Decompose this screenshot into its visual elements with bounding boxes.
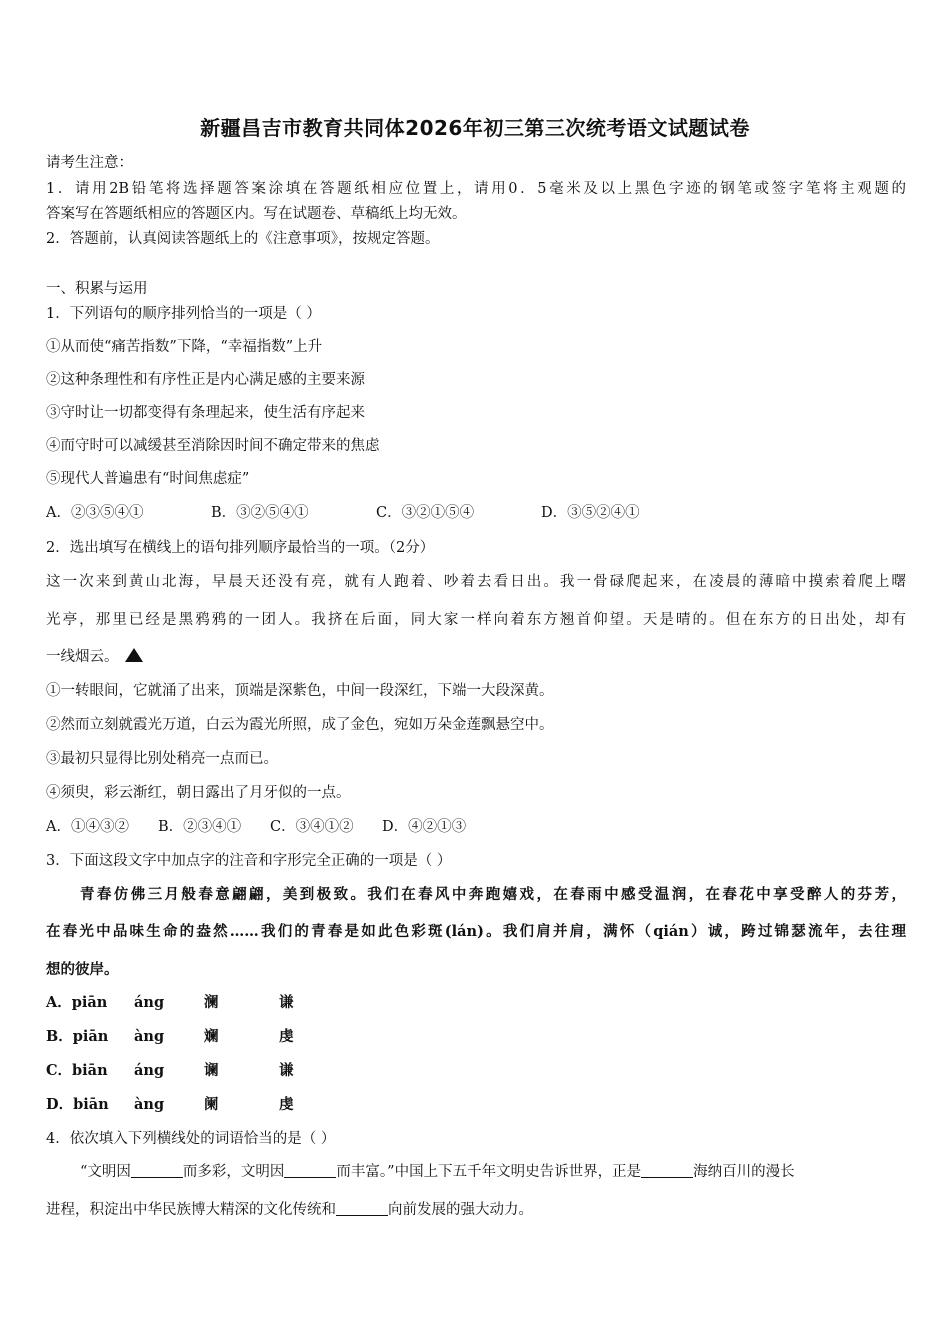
option-pinyin-1: C．biān bbox=[46, 1062, 108, 1079]
triangle-blank-marker-icon bbox=[125, 648, 143, 662]
option-c[interactable]: C．③②①⑤④ bbox=[376, 505, 475, 521]
question-1-stem: 1．下列语句的顺序排列恰当的一项是（ ） bbox=[46, 306, 321, 322]
question-4-stem: 4．依次填入下列横线处的词语恰当的是（ ） bbox=[46, 1131, 336, 1147]
option-pinyin-2: àng bbox=[134, 1028, 165, 1045]
option-b[interactable]: B．②③④① bbox=[158, 819, 242, 835]
passage-segment: 向前发展的强大动力。 bbox=[388, 1202, 533, 1218]
option-char-2: 虔 bbox=[279, 1096, 294, 1113]
option-char-1: 谰 bbox=[204, 1062, 219, 1079]
option-char-1: 斓 bbox=[204, 1028, 219, 1045]
fill-blank[interactable] bbox=[641, 1163, 693, 1178]
question-3-passage-line: 想的彼岸。 bbox=[46, 961, 119, 978]
option-char-2: 谦 bbox=[279, 1062, 294, 1079]
question-2-sentence: ②然而立刻就霞光万道，白云为霞光所照，成了金色，宛如万朵金莲飘悬空中。 bbox=[46, 717, 554, 733]
option-pinyin-2: áng bbox=[134, 1062, 165, 1079]
passage-segment: 进程，积淀出中华民族博大精深的文化传统和 bbox=[46, 1202, 336, 1218]
passage-segment: 而丰富。”中国上下五千年文明史告诉世界，正是 bbox=[336, 1164, 642, 1180]
passage-segment: “文明因 bbox=[80, 1164, 131, 1180]
option-d[interactable]: D．④②①③ bbox=[382, 819, 467, 835]
option-pinyin-1: D．biān bbox=[46, 1096, 109, 1113]
question-2-passage-end bbox=[46, 645, 906, 666]
option-char-2: 虔 bbox=[279, 1028, 294, 1045]
notice-heading: 请考生注意： bbox=[46, 155, 133, 171]
option-d[interactable]: D．③⑤②④① bbox=[541, 505, 640, 521]
question-2-sentence: ④须臾，彩云渐红，朝日露出了月牙似的一点。 bbox=[46, 785, 351, 801]
question-1-sentence: ⑤现代人普遍患有“时间焦虑症” bbox=[46, 471, 250, 487]
option-char-1: 澜 bbox=[204, 994, 219, 1011]
question-2-sentence: ①一转眼间，它就涌了出来，顶端是深紫色，中间一段深红，下端一大段深黄。 bbox=[46, 683, 554, 699]
option-char-2: 谦 bbox=[279, 994, 294, 1011]
section-heading: 一、积累与运用 bbox=[46, 281, 148, 297]
question-2-sentence: ③最初只显得比别处稍亮一点而已。 bbox=[46, 751, 278, 767]
question-1-sentence: ④而守时可以减缓甚至消除因时间不确定带来的焦虑 bbox=[46, 438, 380, 454]
option-pinyin-2: áng bbox=[134, 994, 165, 1011]
page-title: 新疆昌吉市教育共同体2026年初三第三次统考语文试题试卷 bbox=[200, 116, 750, 140]
notice-item-2: 2．答题前，认真阅读答题纸上的《注意事项》，按规定答题。 bbox=[46, 231, 440, 247]
question-3-option-b[interactable] bbox=[46, 1025, 906, 1046]
option-c[interactable]: C．③④①② bbox=[270, 819, 354, 835]
option-char-1: 阑 bbox=[204, 1096, 219, 1113]
fill-blank[interactable] bbox=[131, 1163, 183, 1178]
fill-blank[interactable] bbox=[284, 1163, 336, 1178]
option-a[interactable]: A．①④③② bbox=[46, 819, 129, 835]
question-3-option-c[interactable] bbox=[46, 1059, 906, 1080]
question-3-stem: 3．下面这段文字中加点字的注音和字形完全正确的一项是（ ） bbox=[46, 853, 452, 869]
question-3-passage-line: 青春仿佛三月般春意翩翩，美到极致。我们在春风中奔跑嬉戏，在春雨中感受温润，在春花中享受醉人的芬芳， bbox=[80, 886, 906, 903]
fill-blank[interactable] bbox=[336, 1201, 388, 1216]
passage-segment: 海纳百川的漫长 bbox=[693, 1164, 795, 1180]
question-4-passage-line-1 bbox=[80, 1160, 906, 1181]
question-2-passage-line: 光亭，那里已经是黑鸦鸦的一团人。我挤在后面，同大家一样向着东方翘首仰望。天是晴的。但在东方的日出处，却有 bbox=[46, 612, 906, 628]
option-pinyin-1: A．piān bbox=[46, 994, 108, 1011]
question-3-option-a[interactable] bbox=[46, 991, 906, 1012]
option-b[interactable]: B．③②⑤④① bbox=[211, 505, 309, 521]
question-2-stem: 2．选出填写在横线上的语句排列顺序最恰当的一项。（2分） bbox=[46, 540, 435, 556]
question-3-passage-line: 在春光中品味生命的盎然……我们的青春是如此色彩斑(lán)。我们肩并肩，满怀（qián）诚，跨过锦瑟流年，去往理 bbox=[46, 923, 906, 940]
question-1-sentence: ③守时让一切都变得有条理起来，使生活有序起来 bbox=[46, 405, 365, 421]
passage-segment: 而多彩，文明因 bbox=[182, 1164, 285, 1180]
option-pinyin-2: àng bbox=[134, 1096, 165, 1113]
question-2-passage-line: 这一次来到黄山北海，早晨天还没有亮，就有人跑着、吵着去看日出。我一骨碌爬起来，在凌晨的薄暗中摸索着爬上曙 bbox=[46, 574, 906, 590]
question-1-sentence: ②这种条理性和有序性正是内心满足感的主要来源 bbox=[46, 372, 365, 388]
question-4-passage-line-2 bbox=[46, 1198, 906, 1219]
option-pinyin-1: B．piān bbox=[46, 1028, 109, 1045]
question-3-option-d[interactable] bbox=[46, 1093, 906, 1114]
option-a[interactable]: A．②③⑤④① bbox=[46, 505, 144, 521]
question-2-passage-line: 一线烟云。 bbox=[46, 649, 119, 665]
question-1-options bbox=[46, 501, 906, 522]
question-1-sentence: ①从而使“痛苦指数”下降，“幸福指数”上升 bbox=[46, 339, 323, 355]
notice-item-1-line-2: 答案写在答题纸相应的答题区内。写在试题卷、草稿纸上均无效。 bbox=[46, 206, 467, 222]
question-2-options bbox=[46, 815, 906, 836]
notice-item-1-line-1: 1．请用2B铅笔将选择题答案涂填在答题纸相应位置上，请用0．5毫米及以上黑色字迹的钢笔或签字笔将主观题的 bbox=[46, 181, 906, 197]
